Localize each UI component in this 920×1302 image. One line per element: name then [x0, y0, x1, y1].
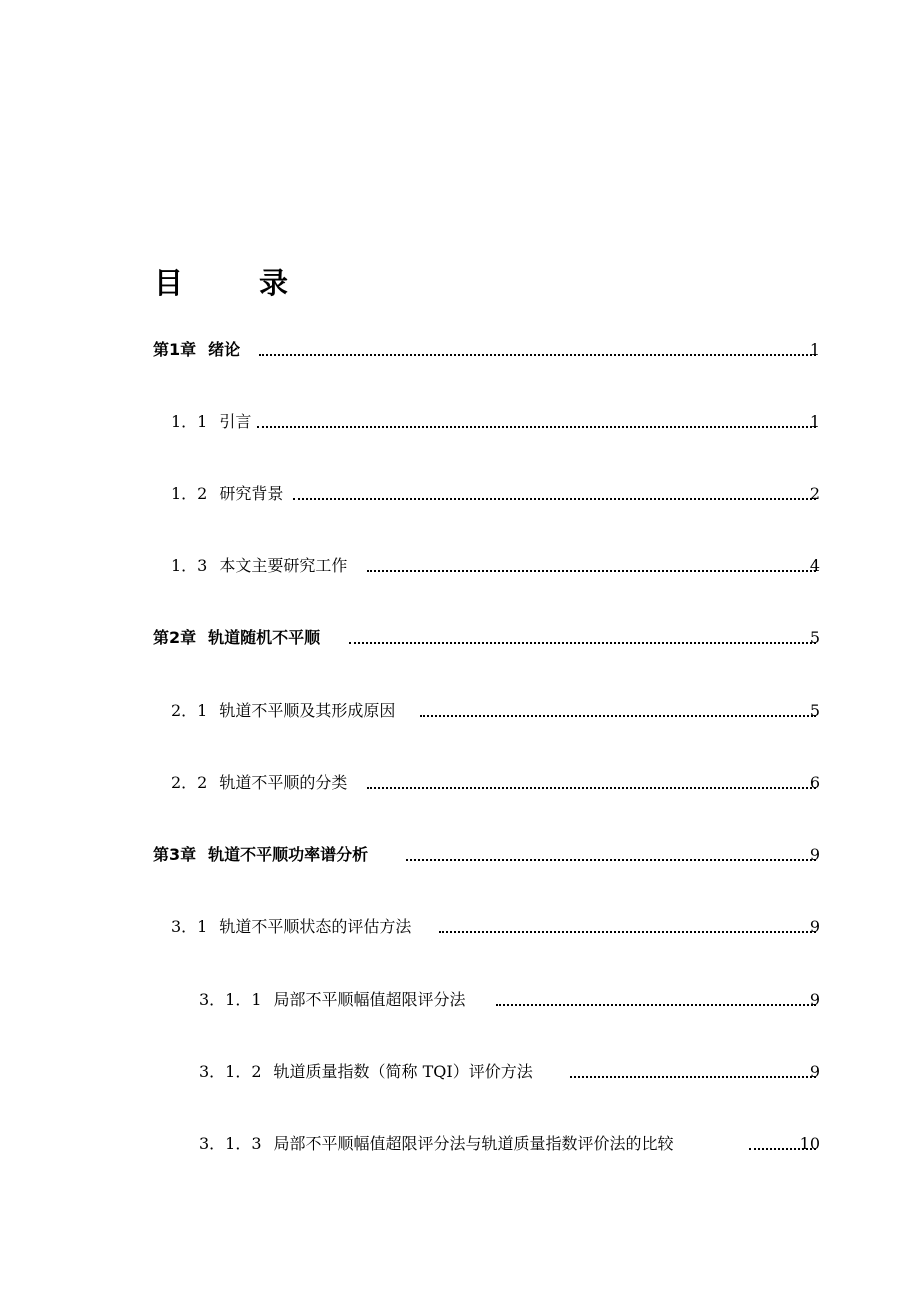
toc-entry-title: 本文主要研究工作	[219, 556, 348, 575]
toc-entry-number: 3．1．3	[199, 1134, 262, 1153]
toc-entry-title: 轨道随机不平顺	[208, 628, 321, 647]
toc-heading	[154, 264, 288, 302]
toc-entry-title: 绪论	[208, 340, 241, 359]
toc-entry-page: 6	[809, 773, 820, 792]
dot-leader	[406, 859, 816, 861]
toc-entry-subsection-3-1-3[interactable]	[0, 1129, 920, 1159]
toc-entry-section-1-1[interactable]	[0, 407, 920, 437]
toc-heading-char-2: 录	[259, 266, 289, 300]
toc-entry-page: 9	[809, 1062, 820, 1081]
toc-entry-number: 第1章	[153, 340, 197, 359]
toc-entry-number: 1．3	[171, 556, 208, 575]
toc-entry-page: 10	[799, 1134, 820, 1153]
toc-entry-chapter-2[interactable]	[0, 623, 920, 653]
toc-entry-section-2-2[interactable]	[0, 768, 920, 798]
toc-entry-title: 研究背景	[219, 484, 284, 503]
toc-entry-page: 5	[809, 628, 820, 647]
toc-entry-subsection-3-1-2[interactable]	[0, 1057, 920, 1087]
toc-entry-number: 3．1．2	[199, 1062, 262, 1081]
toc-entry-number: 3．1．1	[199, 990, 262, 1009]
toc-entry-subsection-3-1-1[interactable]	[0, 985, 920, 1015]
toc-entry-number: 1．1	[171, 412, 208, 431]
toc-entry-label	[153, 623, 320, 653]
dot-leader	[367, 787, 816, 789]
toc-entry-section-1-2[interactable]	[0, 479, 920, 509]
toc-entry-title: 局部不平顺幅值超限评分法	[273, 990, 466, 1009]
toc-entry-label	[171, 551, 347, 581]
dot-leader	[367, 570, 816, 572]
toc-entry-label	[171, 912, 411, 942]
toc-entry-label	[199, 985, 466, 1015]
toc-entry-label	[171, 407, 251, 437]
toc-entry-page: 5	[809, 701, 820, 720]
toc-entry-page: 4	[809, 556, 820, 575]
toc-entry-page: 9	[809, 845, 820, 864]
toc-entry-page: 1	[809, 340, 820, 359]
toc-heading-char-1: 目	[154, 266, 184, 300]
toc-entry-label	[153, 840, 368, 870]
toc-entry-number: 2．2	[171, 773, 208, 792]
toc-entry-number: 3．1	[171, 917, 208, 936]
toc-entry-title: 轨道质量指数（简称 TQI）评价方法	[273, 1062, 533, 1081]
dot-leader	[420, 715, 816, 717]
toc-entry-title: 轨道不平顺状态的评估方法	[219, 917, 412, 936]
toc-entry-page: 1	[809, 412, 820, 431]
dot-leader	[349, 642, 816, 644]
toc-entry-page: 9	[809, 990, 820, 1009]
dot-leader	[257, 426, 816, 428]
toc-entry-label	[171, 696, 395, 726]
toc-entry-number: 1．2	[171, 484, 208, 503]
dot-leader	[570, 1076, 816, 1078]
toc-entry-label	[171, 768, 347, 798]
toc-entry-page: 2	[809, 484, 820, 503]
toc-entry-page: 9	[809, 917, 820, 936]
toc-entry-label	[199, 1057, 533, 1087]
dot-leader	[293, 498, 816, 500]
toc-entry-number: 第2章	[153, 628, 197, 647]
toc-entry-chapter-1[interactable]	[0, 335, 920, 365]
toc-entry-section-3-1[interactable]	[0, 912, 920, 942]
toc-entry-label	[199, 1129, 674, 1159]
toc-entry-title: 轨道不平顺及其形成原因	[219, 701, 396, 720]
toc-entry-number: 2．1	[171, 701, 208, 720]
dot-leader	[259, 354, 816, 356]
dot-leader	[496, 1004, 816, 1006]
toc-entry-section-2-1[interactable]	[0, 696, 920, 726]
toc-entry-title: 轨道不平顺功率谱分析	[208, 845, 369, 864]
toc-entry-title: 轨道不平顺的分类	[219, 773, 348, 792]
toc-entry-section-1-3[interactable]	[0, 551, 920, 581]
toc-entry-label	[153, 335, 240, 365]
toc-entry-title: 局部不平顺幅值超限评分法与轨道质量指数评价法的比较	[273, 1134, 674, 1153]
toc-entry-chapter-3[interactable]	[0, 840, 920, 870]
toc-entry-number: 第3章	[153, 845, 197, 864]
toc-entry-title: 引言	[219, 412, 252, 431]
toc-entry-label	[171, 479, 283, 509]
dot-leader	[439, 931, 816, 933]
